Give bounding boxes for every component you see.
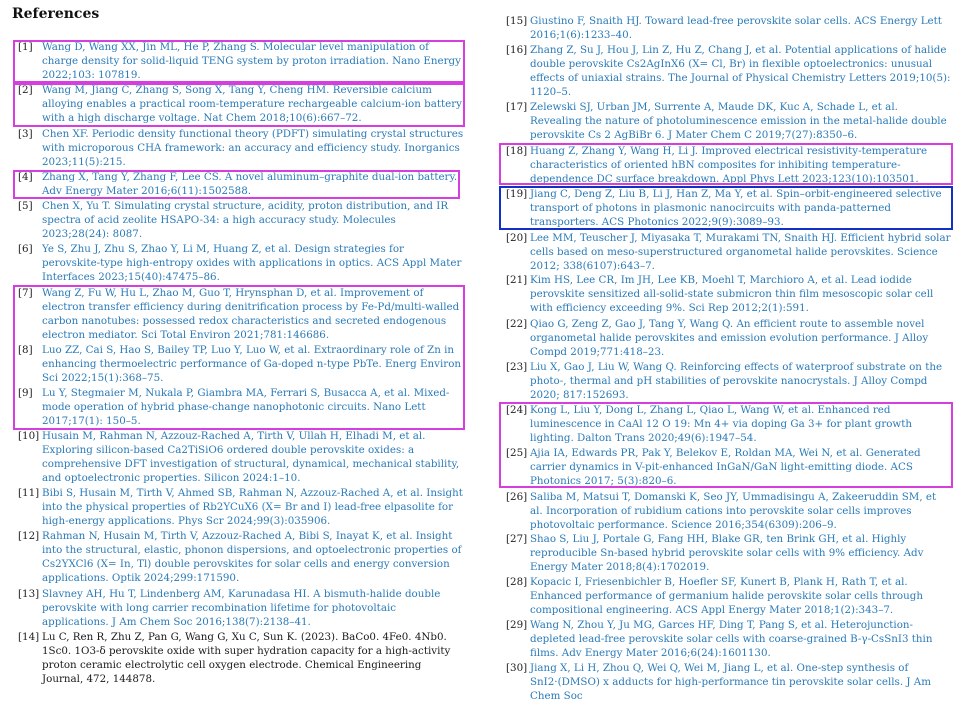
reference-item[interactable] [500,273,952,315]
reference-item[interactable] [500,490,952,532]
reference-item[interactable] [12,343,464,385]
reference-number: [6] [18,243,33,255]
reference-item[interactable] [500,532,952,574]
reference-text[interactable]: Kong L, Liu Y, Dong L, Zhang L, Qiao L, Wang W, et al. Enhanced red luminescence in CaAl 12 O 19: Mn 4+ via doping Ga 3+ for plant growth lighting. Dalton Trans 2020;49(6):1947–54. [530,404,913,444]
reference-text[interactable]: Bibi S, Husain M, Tirth V, Ahmed SB, Rahman N, Azzouz-Rached A, et al. Insight into the physical properties of Rb2YCuX6 (X= Br and I) lead-free elpasolite for high-energy applications. Phys Scr 2024;99(3):035906. [42,487,463,527]
reference-number: [22] [506,318,528,330]
reference-text[interactable]: Huang Z, Zhang Y, Wang H, Li J. Improved electrical resistivity-temperature characteristics of oriented hBN composites for inhibiting temperature-dependence DC surface breakdown. Appl Phys Lett 2023;123(10):103501. [530,145,928,185]
reference-item[interactable] [500,144,952,186]
reference-text[interactable]: Rahman N, Husain M, Tirth V, Azzouz-Rached A, Bibi S, Inayat K, et al. Insight into the structural, elastic, phonon dispersions, and optoelectronic properties of Cs2YXCl6 (X= In, Tl) double perovskites for solar cells and energy conversion applications. Optik 2024;299:171590. [42,530,462,584]
reference-text[interactable]: Zhang X, Tang Y, Zhang F, Lee CS. A novel aluminum–graphite dual-ion battery. Adv Energy Mater 2016;6(11):1502588. [42,171,458,197]
reference-text[interactable]: Jiang C, Deng Z, Liu B, Li J, Han Z, Ma Y, et al. Spin–orbit-engineered selective transport of photons in plasmonic nanocircuits with panda-patterned transporters. ACS Photonics 2022;9(9):3089–93. [530,188,942,228]
reference-text[interactable]: Chen X, Yu T. Simulating crystal structure, acidity, proton distribution, and IR spectra of acid zeolite HSAPO-34: a high accuracy study. Molecules 2023;28(24): 8087. [42,200,449,240]
reference-item[interactable] [12,40,464,82]
reference-number: [28] [506,576,528,588]
reference-item[interactable] [12,386,464,428]
reference-number: [30] [506,662,528,674]
reference-number: [12] [18,530,40,542]
reference-text[interactable]: Zhang Z, Su J, Hou J, Lin Z, Hu Z, Chang J, et al. Potential applications of halide double perovskite Cs2AgInX6 (X= Cl, Br) in flexible optoelectronics: unusual effects of uniaxial strains. The Journal of Physical Chemistry Letters 2019;10(5): 1120–5. [530,44,951,98]
reference-text[interactable]: Kopacic I, Friesenbichler B, Hoefler SF, Kunert B, Plank H, Rath T, et al. Enhanced performance of germanium halide perovskite solar cells through compositional engineering. ACS Appl Energy Mater 2018;1(2):343–7. [530,576,923,616]
reference-item[interactable] [500,187,952,229]
reference-number: [17] [506,101,528,113]
reference-number: [14] [18,631,40,643]
reference-item[interactable] [12,199,464,241]
reference-item[interactable] [500,446,952,488]
reference-text[interactable]: Lee MM, Teuscher J, Miyasaka T, Murakami TN, Snaith HJ. Efficient hybrid solar cells based on meso-superstructured organometal halide perovskites. Science 2012; 338(6107):643–7. [530,232,951,272]
reference-number: [11] [18,487,40,499]
reference-text[interactable]: Wang Z, Fu W, Hu L, Zhao M, Guo T, Hrynsphan D, et al. Improvement of electron transfer efficiency during denitrification process by Fe-Pd/multi-walled carbon nanotubes: possessed redox characteristics and secreted endogenous electron mediator. Sci Total Environ 2021;781:146686. [42,287,460,341]
reference-number: [5] [18,200,33,212]
reference-number: [4] [18,171,33,183]
reference-item[interactable] [12,83,464,125]
reference-number: [9] [18,387,33,399]
reference-number: [7] [18,287,33,299]
reference-number: [23] [506,361,528,373]
reference-item[interactable] [500,14,952,42]
reference-text[interactable]: Saliba M, Matsui T, Domanski K, Seo JY, Ummadisingu A, Zakeeruddin SM, et al. Incorporation of rubidium cations into perovskite solar cells improves photovoltaic performance. Science 2016;354(6309):206–9. [530,491,937,531]
reference-item[interactable] [12,286,464,342]
reference-text[interactable]: Wang M, Jiang C, Zhang S, Song X, Tang Y, Cheng HM. Reversible calcium alloying enables a practical room-temperature rechargeable calcium-ion battery with a high discharge voltage. Nat Chem 2018;10(6):667–72. [42,84,462,124]
reference-text[interactable]: Shao S, Liu J, Portale G, Fang HH, Blake GR, ten Brink GH, et al. Highly reproducible Sn-based hybrid perovskite solar cells with 9% efficiency. Adv Energy Mater 2018;8(4):1702019. [530,533,924,573]
reference-number: [24] [506,404,528,416]
reference-item[interactable] [12,429,464,485]
reference-item[interactable] [500,43,952,99]
reference-text[interactable]: Lu Y, Stegmaier M, Nukala P, Giambra MA, Ferrari S, Busacca A, et al. Mixed-mode operation of hybrid phase-change nanophotonic circuits. Nano Lett 2017;17(1): 150–5. [42,387,450,427]
reference-item[interactable] [12,242,464,284]
reference-number: [3] [18,128,33,140]
reference-item[interactable] [12,630,464,686]
reference-item[interactable] [500,100,952,142]
reference-text[interactable]: Qiao G, Zeng Z, Gao J, Tang Y, Wang Q. An efficient route to assemble novel organometal halide perovskites and emission evolution performance. J Alloy Compd 2019;771:418–23. [530,318,929,358]
reference-item[interactable] [12,529,464,585]
reference-number: [15] [506,15,528,27]
reference-item[interactable] [500,231,952,273]
reference-item[interactable] [12,170,464,198]
reference-text[interactable]: Zelewski SJ, Urban JM, Surrente A, Maude DK, Kuc A, Schade L, et al. Revealing the nature of photoluminescence emission in the metal-halide double perovskite Cs 2 AgBiBr 6. J Mater Chem C 2019;7(27):8350–6. [530,101,947,141]
reference-item[interactable] [12,587,464,629]
reference-number: [13] [18,588,40,600]
reference-number: [16] [506,44,528,56]
reference-text[interactable]: Ajia IA, Edwards PR, Pak Y, Belekov E, Roldan MA, Wei N, et al. Generated carrier dynamics in V-pit-enhanced InGaN/GaN light-emitting diode. ACS Photonics 2017; 5(3):820–6. [530,447,921,487]
reference-text[interactable]: Husain M, Rahman N, Azzouz-Rached A, Tirth V, Ullah H, Elhadi M, et al. Exploring silicon-based Ca2TiSiO6 ordered double perovskite oxides: a comprehensive DFT investigation of structural, dynamical, mechanical stability, and optoelectronic properties. Silicon 2024:1–10. [42,430,460,484]
reference-item[interactable] [500,317,952,359]
reference-text[interactable]: Lu C, Ren R, Zhu Z, Pan G, Wang G, Xu C, Sun K. (2023). BaCo0. 4Fe0. 4Nb0. 1Sc0. 1O3-δ perovskite oxide with super hydration capacity for a high-activity proton ceramic electrolytic cell oxygen electrode. Chemical Engineering Journal, 472, 144878. [42,631,451,685]
reference-item[interactable] [500,575,952,617]
reference-item[interactable] [12,486,464,528]
reference-item[interactable] [500,360,952,402]
reference-item[interactable] [12,127,464,169]
references-heading: References [12,6,100,22]
reference-text[interactable]: Giustino F, Snaith HJ. Toward lead-free perovskite solar cells. ACS Energy Lett 2016;1(6):1233–40. [530,15,942,41]
reference-number: [26] [506,491,528,503]
reference-number: [19] [506,188,528,200]
reference-item[interactable] [500,618,952,660]
reference-number: [27] [506,533,528,545]
reference-text[interactable]: Kim HS, Lee CR, Im JH, Lee KB, Moehl T, Marchioro A, et al. Lead iodide perovskite sensitized all-solid-state submicron thin film mesoscopic solar cell with efficiency exceeding 9%. Sci Rep 2012;2(1):591. [530,274,934,314]
reference-number: [8] [18,344,33,356]
reference-number: [10] [18,430,40,442]
reference-number: [2] [18,84,33,96]
reference-text[interactable]: Liu X, Gao J, Liu W, Wang Q. Reinforcing effects of waterproof substrate on the photo-, thermal and pH stabilities of perovskite nanocrystals. J Alloy Compd 2020; 817:152693. [530,361,943,401]
reference-number: [18] [506,145,528,157]
reference-text[interactable]: Wang N, Zhou Y, Ju MG, Garces HF, Ding T, Pang S, et al. Heterojunction-depleted lead-free perovskite solar cells with coarse-grained B-γ-CsSnI3 thin films. Adv Energy Mater 2016;6(24):1601130. [530,619,933,659]
reference-text[interactable]: Jiang X, Li H, Zhou Q, Wei Q, Wei M, Jiang L, et al. One-step synthesis of SnI2·(DMSO) x adducts for high-performance tin perovskite solar cells. J Am Chem Soc [530,662,931,702]
reference-text[interactable]: Slavney AH, Hu T, Lindenberg AM, Karunadasa HI. A bismuth-halide double perovskite with long carrier recombination lifetime for photovoltaic applications. J Am Chem Soc 2016;138(7):2138–41. [42,588,441,628]
reference-text[interactable]: Wang D, Wang XX, Jin ML, He P, Zhang S. Molecular level manipulation of charge density for solid-liquid TENG system by proton irradiation. Nano Energy 2022;103: 107819. [42,41,461,81]
reference-text[interactable]: Chen XF. Periodic density functional theory (PDFT) simulating crystal structures with microporous CHA framework: an accuracy and efficiency study. Inorganics 2023;11(5):215. [42,128,464,168]
reference-text[interactable]: Luo ZZ, Cai S, Hao S, Bailey TP, Luo Y, Luo W, et al. Extraordinary role of Zn in enhancing thermoelectric performance of Ga-doped n-type PbTe. Energ Environ Sci 2022;15(1):368–75. [42,344,462,384]
reference-number: [21] [506,274,528,286]
reference-item[interactable] [500,403,952,445]
reference-text[interactable]: Ye S, Zhu J, Zhu S, Zhao Y, Li M, Huang Z, et al. Design strategies for perovskite-type high-entropy oxides with applications in optics. ACS Appl Mater Interfaces 2023;15(40):47475–86. [42,243,462,283]
reference-number: [29] [506,619,528,631]
reference-number: [20] [506,232,528,244]
reference-number: [1] [18,41,33,53]
reference-item[interactable] [500,661,952,703]
reference-number: [25] [506,447,528,459]
